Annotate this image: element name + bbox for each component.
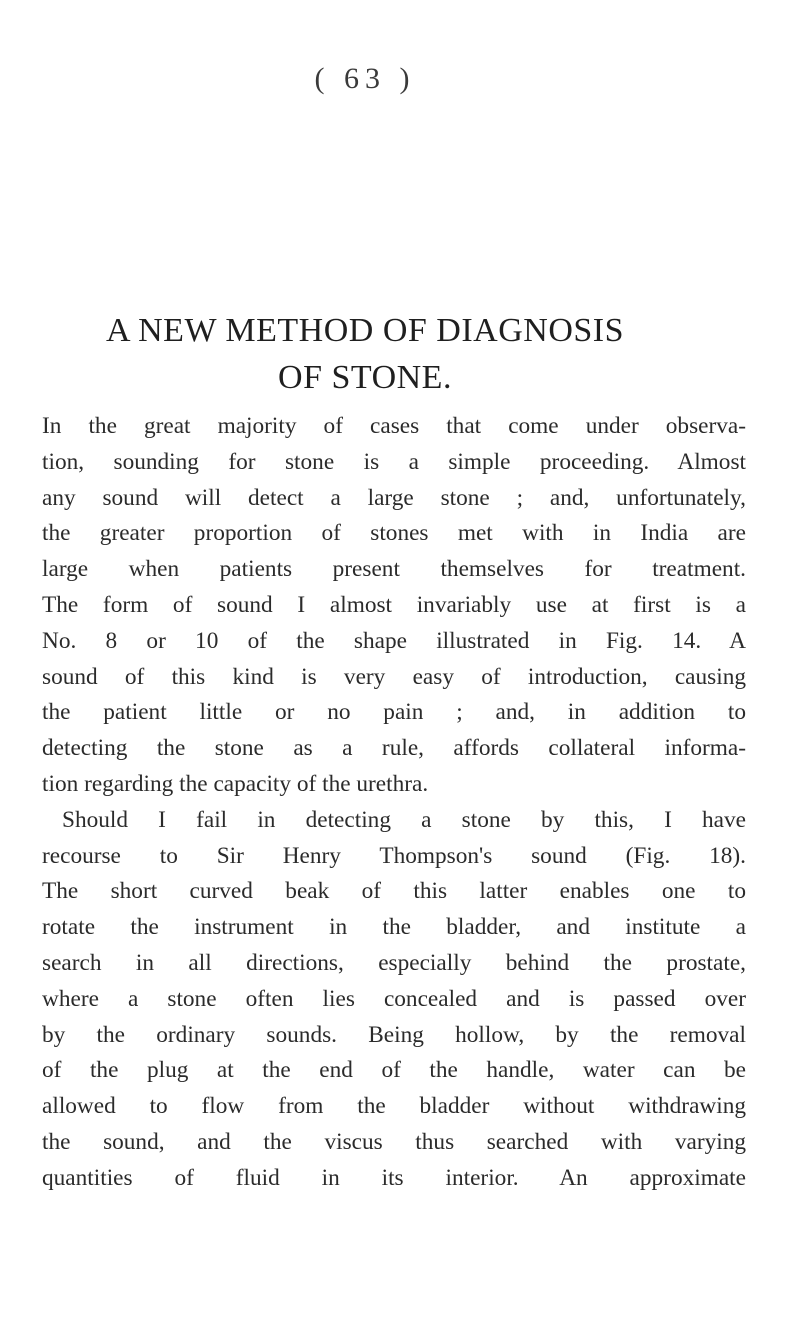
text-line: The short curved beak of this latter enables one to	[42, 878, 746, 905]
text-line: In the great majority of cases that come under observa-	[42, 413, 746, 439]
text-line: where a stone often lies concealed and is passed over	[42, 985, 746, 1012]
text-line: rotate the instrument in the bladder, and institute a	[42, 914, 746, 941]
text-line: the greater proportion of stones met with in India are	[42, 520, 746, 547]
heading-line-1: A NEW METHOD OF DIAGNOSIS	[105, 312, 625, 349]
text-line: by the ordinary sounds. Being hollow, by the removal	[42, 1021, 746, 1048]
text-line: detecting the stone as a rule, affords collateral informa-	[42, 735, 746, 762]
page-number: ( 63 )	[314, 62, 416, 95]
text-line: the sound, and the viscus thus searched with varying	[42, 1128, 746, 1155]
text-line: The form of sound I almost invariably use at first is a	[42, 591, 746, 618]
text-line: No. 8 or 10 of the shape illustrated in Fig. 14. A	[42, 627, 746, 654]
text-line: tion, sounding for stone is a simple proceeding. Almost	[42, 448, 746, 475]
heading-line-2: OF STONE.	[278, 359, 452, 396]
chapter-heading	[0, 307, 730, 401]
text-line: quantities of fluid in its interior. An approximate	[42, 1164, 746, 1191]
text-line: any sound will detect a large stone ; and, unfortunately,	[42, 484, 746, 511]
text-line: large when patients present themselves for treatment.	[42, 556, 746, 583]
text-line: of the plug at the end of the handle, water can be	[42, 1057, 746, 1084]
text-line: Should I fail in detecting a stone by this, I have	[62, 806, 746, 833]
text-line: the patient little or no pain ; and, in addition to	[42, 699, 746, 726]
text-line: sound of this kind is very easy of introduction, causing	[42, 663, 746, 690]
text-line: tion regarding the capacity of the urethra.	[42, 770, 429, 797]
body-text	[42, 409, 746, 1197]
text-line: recourse to Sir Henry Thompson's sound (Fig. 18).	[42, 842, 746, 869]
text-line: search in all directions, especially behind the prostate,	[42, 949, 746, 976]
text-line: allowed to flow from the bladder without withdrawing	[42, 1093, 746, 1120]
